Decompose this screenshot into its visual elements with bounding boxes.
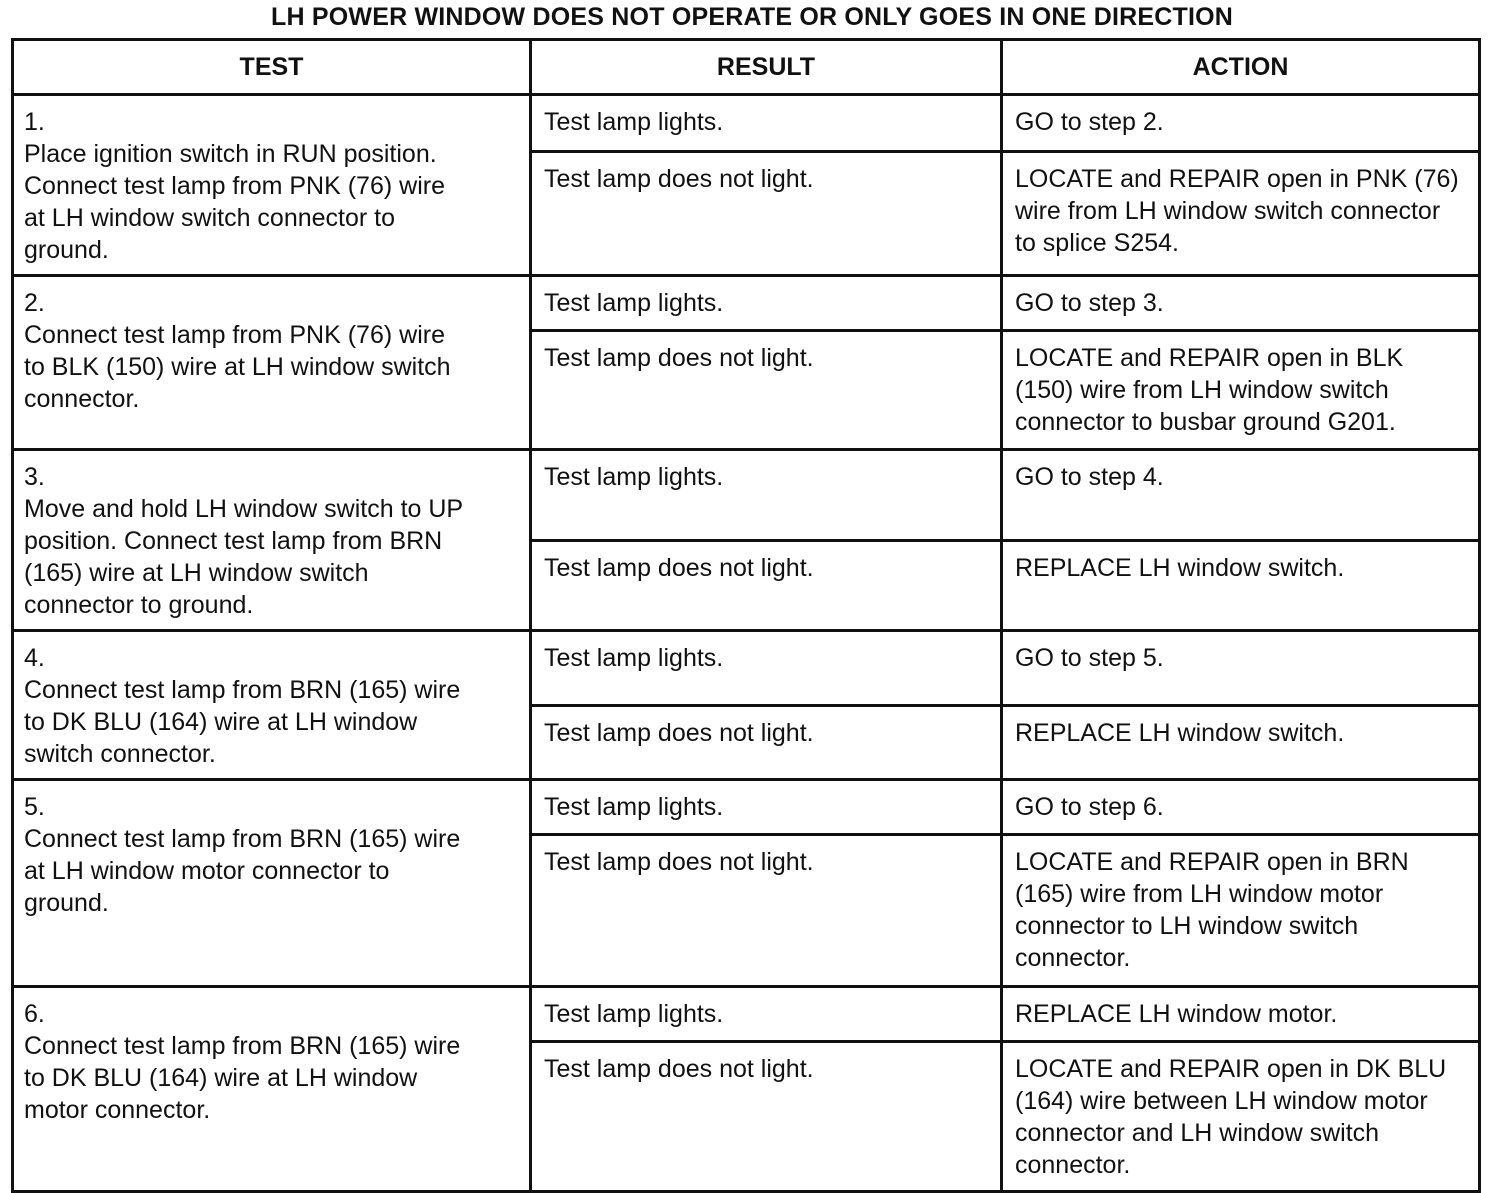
action-cell: GO to step 2. bbox=[1002, 95, 1480, 152]
step-3-test bbox=[13, 450, 531, 631]
step-5-row-a bbox=[13, 780, 1480, 835]
action-cell: LOCATE and REPAIR open in BRN (165) wire from LH window motor connector to LH window switch connector. bbox=[1002, 835, 1480, 987]
step-number: 1. bbox=[24, 108, 45, 136]
page-title: LH POWER WINDOW DOES NOT OPERATE OR ONLY GOES IN ONE DIRECTION bbox=[271, 3, 1233, 31]
step-number: 3. bbox=[24, 463, 45, 491]
result-cell: Test lamp lights. bbox=[531, 95, 1002, 152]
result-cell: Test lamp lights. bbox=[531, 450, 1002, 541]
result-cell: Test lamp lights. bbox=[531, 276, 1002, 331]
step-number: 2. bbox=[24, 289, 45, 317]
test-text: Place ignition switch in RUN position. Connect test lamp from PNK (76) wire at LH window switch connector to ground. bbox=[24, 140, 445, 264]
action-cell: GO to step 3. bbox=[1002, 276, 1480, 331]
action-cell: GO to step 6. bbox=[1002, 780, 1480, 835]
step-2-row-a bbox=[13, 276, 1480, 331]
diagnostic-table bbox=[11, 38, 1481, 1193]
result-cell: Test lamp does not light. bbox=[531, 540, 1002, 631]
action-cell: GO to step 5. bbox=[1002, 631, 1480, 706]
step-5-test bbox=[13, 780, 531, 987]
step-4-row-a bbox=[13, 631, 1480, 706]
header-result: RESULT bbox=[531, 40, 1002, 95]
step-4-test bbox=[13, 631, 531, 780]
step-6-test bbox=[13, 987, 531, 1192]
header-row bbox=[13, 40, 1480, 95]
step-1-test bbox=[13, 95, 531, 276]
step-number: 5. bbox=[24, 793, 45, 821]
action-cell: REPLACE LH window motor. bbox=[1002, 987, 1480, 1042]
test-text: Connect test lamp from BRN (165) wire to DK BLU (164) wire at LH window motor connector. bbox=[24, 1032, 461, 1124]
result-cell: Test lamp lights. bbox=[531, 631, 1002, 706]
action-cell: LOCATE and REPAIR open in DK BLU (164) wire between LH window motor connector and LH window switch connector. bbox=[1002, 1042, 1480, 1192]
action-cell: LOCATE and REPAIR open in PNK (76) wire from LH window switch connector to splice S254. bbox=[1002, 152, 1480, 276]
action-cell: LOCATE and REPAIR open in BLK (150) wire from LH window switch connector to busbar ground G201. bbox=[1002, 331, 1480, 450]
result-cell: Test lamp does not light. bbox=[531, 331, 1002, 450]
test-text: Connect test lamp from BRN (165) wire at LH window motor connector to ground. bbox=[24, 825, 461, 917]
step-1-row-a bbox=[13, 95, 1480, 152]
result-cell: Test lamp does not light. bbox=[531, 705, 1002, 780]
test-text: Connect test lamp from BRN (165) wire to DK BLU (164) wire at LH window switch connector. bbox=[24, 676, 461, 768]
step-number: 6. bbox=[24, 1000, 45, 1028]
result-cell: Test lamp does not light. bbox=[531, 152, 1002, 276]
action-cell: REPLACE LH window switch. bbox=[1002, 540, 1480, 631]
header-action: ACTION bbox=[1002, 40, 1480, 95]
step-number: 4. bbox=[24, 644, 45, 672]
test-text: Connect test lamp from PNK (76) wire to BLK (150) wire at LH window switch connector. bbox=[24, 321, 451, 413]
result-cell: Test lamp does not light. bbox=[531, 835, 1002, 987]
result-cell: Test lamp lights. bbox=[531, 780, 1002, 835]
test-text: Move and hold LH window switch to UP position. Connect test lamp from BRN (165) wire at LH window switch connector to ground. bbox=[24, 495, 463, 619]
header-test: TEST bbox=[13, 40, 531, 95]
result-cell: Test lamp does not light. bbox=[531, 1042, 1002, 1192]
result-cell: Test lamp lights. bbox=[531, 987, 1002, 1042]
step-6-row-a bbox=[13, 987, 1480, 1042]
step-3-row-a bbox=[13, 450, 1480, 541]
action-cell: GO to step 4. bbox=[1002, 450, 1480, 541]
step-2-test bbox=[13, 276, 531, 450]
action-cell: REPLACE LH window switch. bbox=[1002, 705, 1480, 780]
